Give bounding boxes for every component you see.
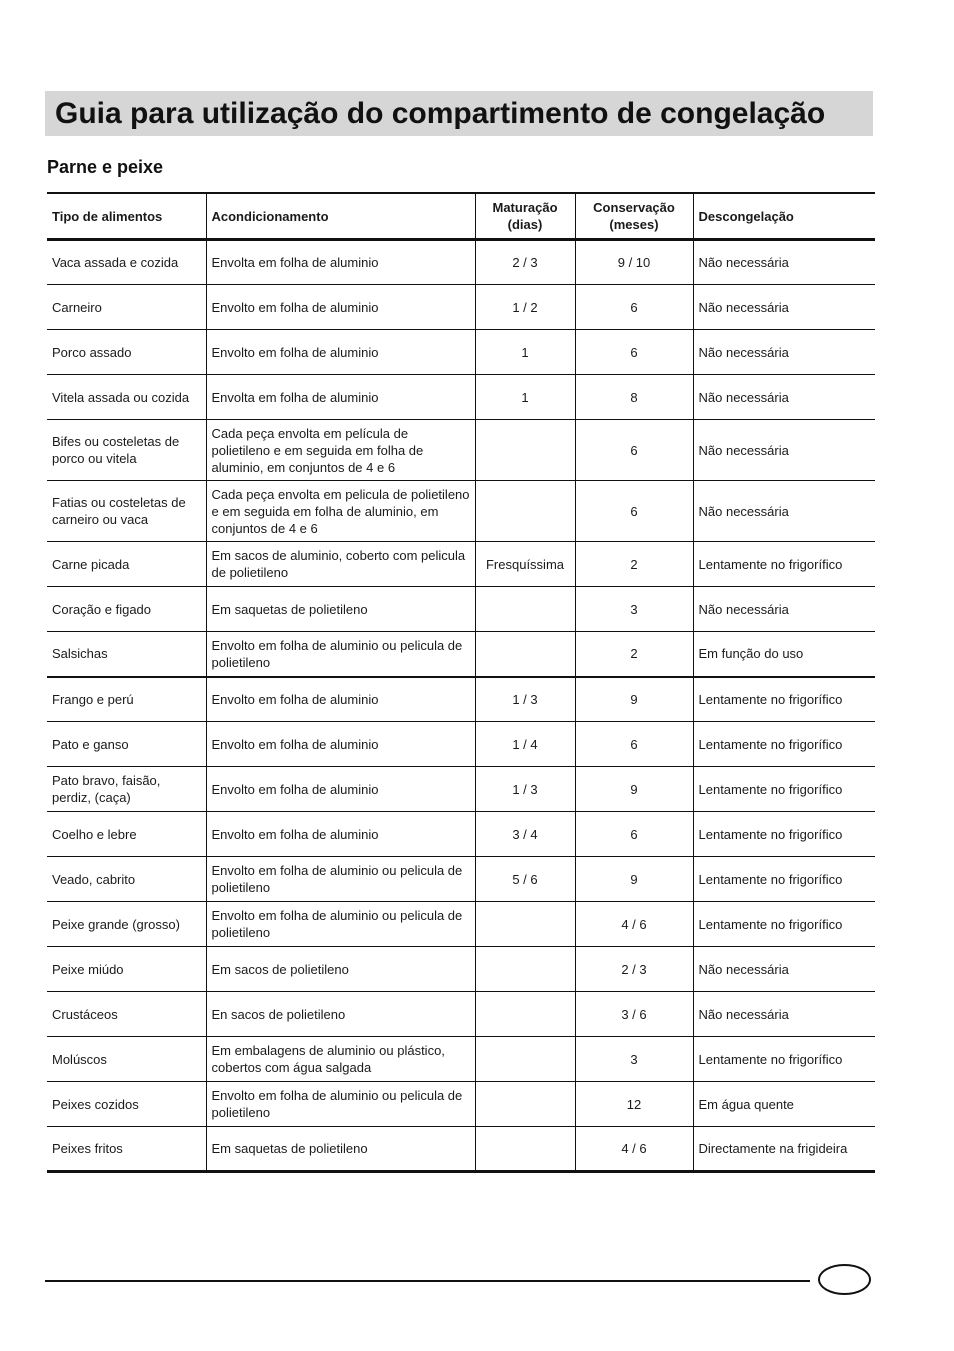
cell-packaging: Envolto em folha de aluminio ou pelicula de polietileno (206, 1082, 475, 1127)
cell-food: Vaca assada e cozida (47, 240, 206, 285)
cell-food: Peixes fritos (47, 1127, 206, 1172)
cell-thawing: Não necessária (693, 992, 875, 1037)
cell-storage: 9 (575, 677, 693, 722)
header-food: Tipo de alimentos (47, 193, 206, 240)
table-row (47, 542, 875, 587)
cell-thawing: Lentamente no frigorífico (693, 767, 875, 812)
cell-thawing: Não necessária (693, 285, 875, 330)
cell-packaging: Envolta em folha de aluminio (206, 375, 475, 420)
cell-packaging: Envolto em folha de aluminio ou pelicula de polietileno (206, 857, 475, 902)
cell-food: Porco assado (47, 330, 206, 375)
cell-thawing: Lentamente no frigorífico (693, 722, 875, 767)
cell-food: Pato e ganso (47, 722, 206, 767)
cell-storage: 2 / 3 (575, 947, 693, 992)
cell-maturation: 1 (475, 375, 575, 420)
cell-storage: 3 (575, 1037, 693, 1082)
table-header-row (47, 193, 875, 240)
header-storage-label: Conservação (593, 200, 675, 215)
cell-thawing: Não necessária (693, 330, 875, 375)
cell-maturation (475, 587, 575, 632)
cell-storage: 2 (575, 542, 693, 587)
cell-packaging: Em sacos de polietileno (206, 947, 475, 992)
cell-food: Molúscos (47, 1037, 206, 1082)
cell-maturation: 1 / 3 (475, 677, 575, 722)
table-row (47, 902, 875, 947)
cell-packaging: Em saquetas de polietileno (206, 1127, 475, 1172)
cell-storage: 8 (575, 375, 693, 420)
table-row (47, 767, 875, 812)
cell-maturation: 1 / 2 (475, 285, 575, 330)
cell-packaging: Envolto em folha de aluminio ou pelicula de polietileno (206, 902, 475, 947)
cell-food: Carne picada (47, 542, 206, 587)
cell-thawing: Não necessária (693, 420, 875, 481)
cell-storage: 3 / 6 (575, 992, 693, 1037)
cell-food: Peixe miúdo (47, 947, 206, 992)
table-row (47, 1127, 875, 1172)
cell-maturation (475, 1127, 575, 1172)
cell-storage: 6 (575, 481, 693, 542)
table-row (47, 992, 875, 1037)
cell-storage: 4 / 6 (575, 902, 693, 947)
cell-storage: 6 (575, 330, 693, 375)
cell-storage: 6 (575, 812, 693, 857)
cell-maturation: 1 / 4 (475, 722, 575, 767)
cell-maturation: Fresquíssima (475, 542, 575, 587)
cell-packaging: Em saquetas de polietileno (206, 587, 475, 632)
table-row (47, 285, 875, 330)
cell-maturation: 5 / 6 (475, 857, 575, 902)
cell-thawing: Não necessária (693, 375, 875, 420)
table-row (47, 587, 875, 632)
header-maturation-unit: (dias) (507, 217, 543, 232)
table-row (47, 812, 875, 857)
cell-storage: 6 (575, 285, 693, 330)
header-storage (575, 193, 693, 240)
header-maturation (475, 193, 575, 240)
cell-packaging: Envolto em folha de aluminio (206, 285, 475, 330)
table-row (47, 722, 875, 767)
cell-thawing: Não necessária (693, 481, 875, 542)
cell-storage: 9 / 10 (575, 240, 693, 285)
cell-packaging: Envolta em folha de aluminio (206, 240, 475, 285)
table-row (47, 375, 875, 420)
header-storage-unit: (meses) (609, 217, 659, 232)
cell-thawing: Lentamente no frigorífico (693, 857, 875, 902)
cell-packaging: Em sacos de aluminio, coberto com pelicula de polietileno (206, 542, 475, 587)
freezing-guide-table (47, 192, 875, 1173)
cell-maturation: 2 / 3 (475, 240, 575, 285)
cell-maturation: 1 (475, 330, 575, 375)
table-row (47, 632, 875, 677)
cell-thawing: Não necessária (693, 947, 875, 992)
cell-storage: 6 (575, 420, 693, 481)
table-row (47, 857, 875, 902)
title-bar (45, 91, 873, 136)
cell-maturation (475, 992, 575, 1037)
cell-maturation (475, 420, 575, 481)
table-row (47, 1082, 875, 1127)
cell-storage: 12 (575, 1082, 693, 1127)
cell-thawing: Não necessária (693, 587, 875, 632)
cell-maturation (475, 947, 575, 992)
cell-food: Veado, cabrito (47, 857, 206, 902)
cell-packaging: Envolto em folha de aluminio (206, 330, 475, 375)
table-row (47, 330, 875, 375)
table-row (47, 677, 875, 722)
cell-maturation (475, 1037, 575, 1082)
cell-maturation (475, 481, 575, 542)
cell-food: Peixes cozidos (47, 1082, 206, 1127)
cell-thawing: Lentamente no frigorífico (693, 812, 875, 857)
cell-packaging: Em embalagens de aluminio ou plástico, cobertos com água salgada (206, 1037, 475, 1082)
header-thawing: Descongelação (693, 193, 875, 240)
cell-thawing: Em função do uso (693, 632, 875, 677)
cell-packaging: Envolto em folha de aluminio (206, 722, 475, 767)
cell-packaging: En sacos de polietileno (206, 992, 475, 1037)
cell-thawing: Em água quente (693, 1082, 875, 1127)
cell-maturation (475, 902, 575, 947)
cell-food: Vitela assada ou cozida (47, 375, 206, 420)
cell-storage: 2 (575, 632, 693, 677)
cell-maturation: 3 / 4 (475, 812, 575, 857)
cell-storage: 3 (575, 587, 693, 632)
cell-food: Crustáceos (47, 992, 206, 1037)
cell-storage: 9 (575, 767, 693, 812)
cell-food: Bifes ou costeletas de porco ou vitela (47, 420, 206, 481)
table-row (47, 947, 875, 992)
cell-food: Pato bravo, faisão, perdiz, (caça) (47, 767, 206, 812)
cell-food: Coelho e lebre (47, 812, 206, 857)
table-row (47, 481, 875, 542)
cell-food: Carneiro (47, 285, 206, 330)
cell-storage: 6 (575, 722, 693, 767)
cell-food: Coração e figado (47, 587, 206, 632)
cell-packaging: Cada peça envolta em pelicula de polietileno e em seguida em folha de aluminio, em conjuntos de 4 e 6 (206, 481, 475, 542)
cell-maturation: 1 / 3 (475, 767, 575, 812)
cell-thawing: Lentamente no frigorífico (693, 677, 875, 722)
cell-maturation (475, 632, 575, 677)
cell-packaging: Envolto em folha de aluminio (206, 812, 475, 857)
cell-packaging: Cada peça envolta em película de polietileno e em seguida em folha de aluminio, em conjuntos de 4 e 6 (206, 420, 475, 481)
cell-packaging: Envolto em folha de aluminio (206, 677, 475, 722)
table-row (47, 1037, 875, 1082)
cell-storage: 9 (575, 857, 693, 902)
table-row (47, 240, 875, 285)
cell-storage: 4 / 6 (575, 1127, 693, 1172)
table-body (47, 240, 875, 1172)
cell-packaging: Envolto em folha de aluminio ou pelicula de polietileno (206, 632, 475, 677)
cell-maturation (475, 1082, 575, 1127)
cell-thawing: Directamente na frigideira (693, 1127, 875, 1172)
table-row (47, 420, 875, 481)
footer-rule (45, 1280, 810, 1282)
header-packaging: Acondicionamento (206, 193, 475, 240)
cell-packaging: Envolto em folha de aluminio (206, 767, 475, 812)
cell-food: Fatias ou costeletas de carneiro ou vaca (47, 481, 206, 542)
cell-thawing: Não necessária (693, 240, 875, 285)
cell-food: Peixe grande (grosso) (47, 902, 206, 947)
cell-food: Salsichas (47, 632, 206, 677)
page-number-oval (818, 1264, 871, 1295)
header-maturation-label: Maturação (492, 200, 558, 215)
cell-thawing: Lentamente no frigorífico (693, 542, 875, 587)
cell-thawing: Lentamente no frigorífico (693, 902, 875, 947)
page-title: Guia para utilização do compartimento de congelação (55, 97, 826, 130)
cell-food: Frango e perú (47, 677, 206, 722)
section-subtitle: Parne e peixe (47, 157, 164, 177)
cell-thawing: Lentamente no frigorífico (693, 1037, 875, 1082)
